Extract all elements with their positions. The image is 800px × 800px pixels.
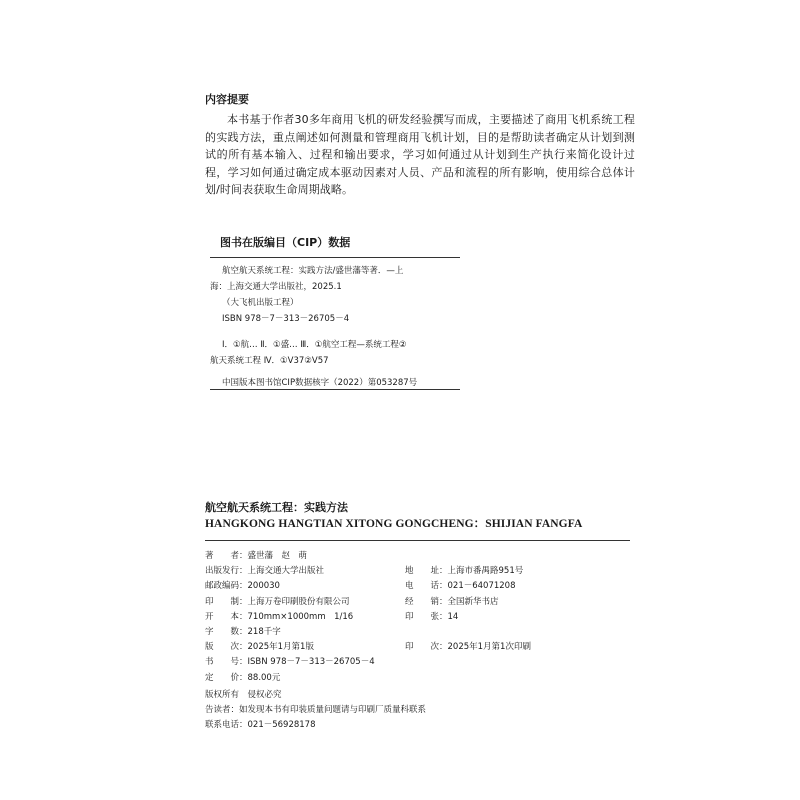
book-title-en: HANGKONG HANGTIAN XITONG GONGCHENG：SHIJIAN FANGFA (205, 518, 583, 530)
cip-line: 海：上海交通大学出版社，2025.1 (210, 282, 342, 292)
info-row (205, 655, 630, 670)
cip-heading: 图书在版编目（CIP）数据 (220, 236, 351, 249)
summary-heading: 内容提要 (205, 93, 249, 106)
info-right: 印 张：14 (405, 611, 459, 622)
title-rule (205, 540, 630, 541)
cip-spacer (210, 327, 460, 337)
info-row (205, 625, 630, 640)
cip-library-number: 中国版本图书馆CIP数据核字（2022）第053287号 (222, 378, 418, 388)
publication-info (205, 549, 630, 686)
info-row (205, 610, 630, 625)
info-left: 印 制：上海万卷印刷股份有限公司 (205, 596, 350, 607)
info-right: 地 址：上海市番禺路951号 (405, 566, 524, 577)
cip-line: （大飞机出版工程） (222, 298, 299, 308)
info-row (205, 579, 630, 594)
book-title-cn: 航空航天系统工程：实践方法 (205, 501, 348, 514)
info-right: 印 次：2025年1月第1次印刷 (405, 642, 531, 653)
cip-line: 航天系统工程 Ⅳ．①V37②V57 (210, 356, 329, 366)
cip-bottom-rule (210, 389, 460, 390)
summary-body: 本书基于作者30多年商用飞机的研发经验撰写而成，主要描述了商用飞机系统工程的实践方法，重点阐述如何测量和管理商用飞机计划，目的是帮助读者确定从计划到测试的所有基本输入、过程和输出要求，学习如何通过从计划到生产执行来简化设计过程，学习如何通过确定成本驱动因素对人员、产品和流程的所有影响，使用综合总体计划/时间表获取生命周期战略。 (205, 113, 635, 196)
info-row (205, 640, 630, 655)
info-left: 邮政编码：200030 (205, 581, 280, 592)
info-left: 版 次：2025年1月第1版 (205, 642, 314, 653)
info-left: 开 本：710mm×1000mm 1/16 (205, 611, 354, 622)
info-right: 经 销：全国新华书店 (405, 596, 499, 607)
reader-notice: 告读者：如发现本书有印装质量问题请与印刷厂质量科联系 (205, 705, 427, 715)
info-row (205, 564, 630, 579)
cip-isbn: ISBN 978－7－313－26705－4 (222, 314, 350, 324)
info-left: 书 号：ISBN 978－7－313－26705－4 (205, 657, 375, 668)
cip-top-rule (210, 257, 460, 258)
contact-phone: 联系电话：021－56928178 (205, 720, 316, 730)
info-row (205, 549, 630, 564)
cip-line: 航空航天系统工程：实践方法/盛世藩等著．—上 (222, 266, 404, 276)
cip-line: Ⅰ．①航… Ⅱ．①盛… Ⅲ．①航空工程—系统工程② (222, 340, 407, 350)
content-summary (205, 92, 635, 199)
info-left: 定 价：88.00元 (205, 672, 281, 683)
info-row (205, 671, 630, 686)
info-left: 出版发行：上海交通大学出版社 (205, 566, 325, 577)
info-right: 电 话：021－64071208 (405, 581, 516, 592)
info-row (205, 595, 630, 610)
info-left: 著 者：盛世藩 赵 萌 (205, 551, 308, 561)
copyright-footer (205, 688, 426, 733)
cip-record (210, 263, 460, 391)
info-left: 字 数：218千字 (205, 626, 281, 637)
rights-notice: 版权所有 侵权必究 (205, 690, 282, 700)
